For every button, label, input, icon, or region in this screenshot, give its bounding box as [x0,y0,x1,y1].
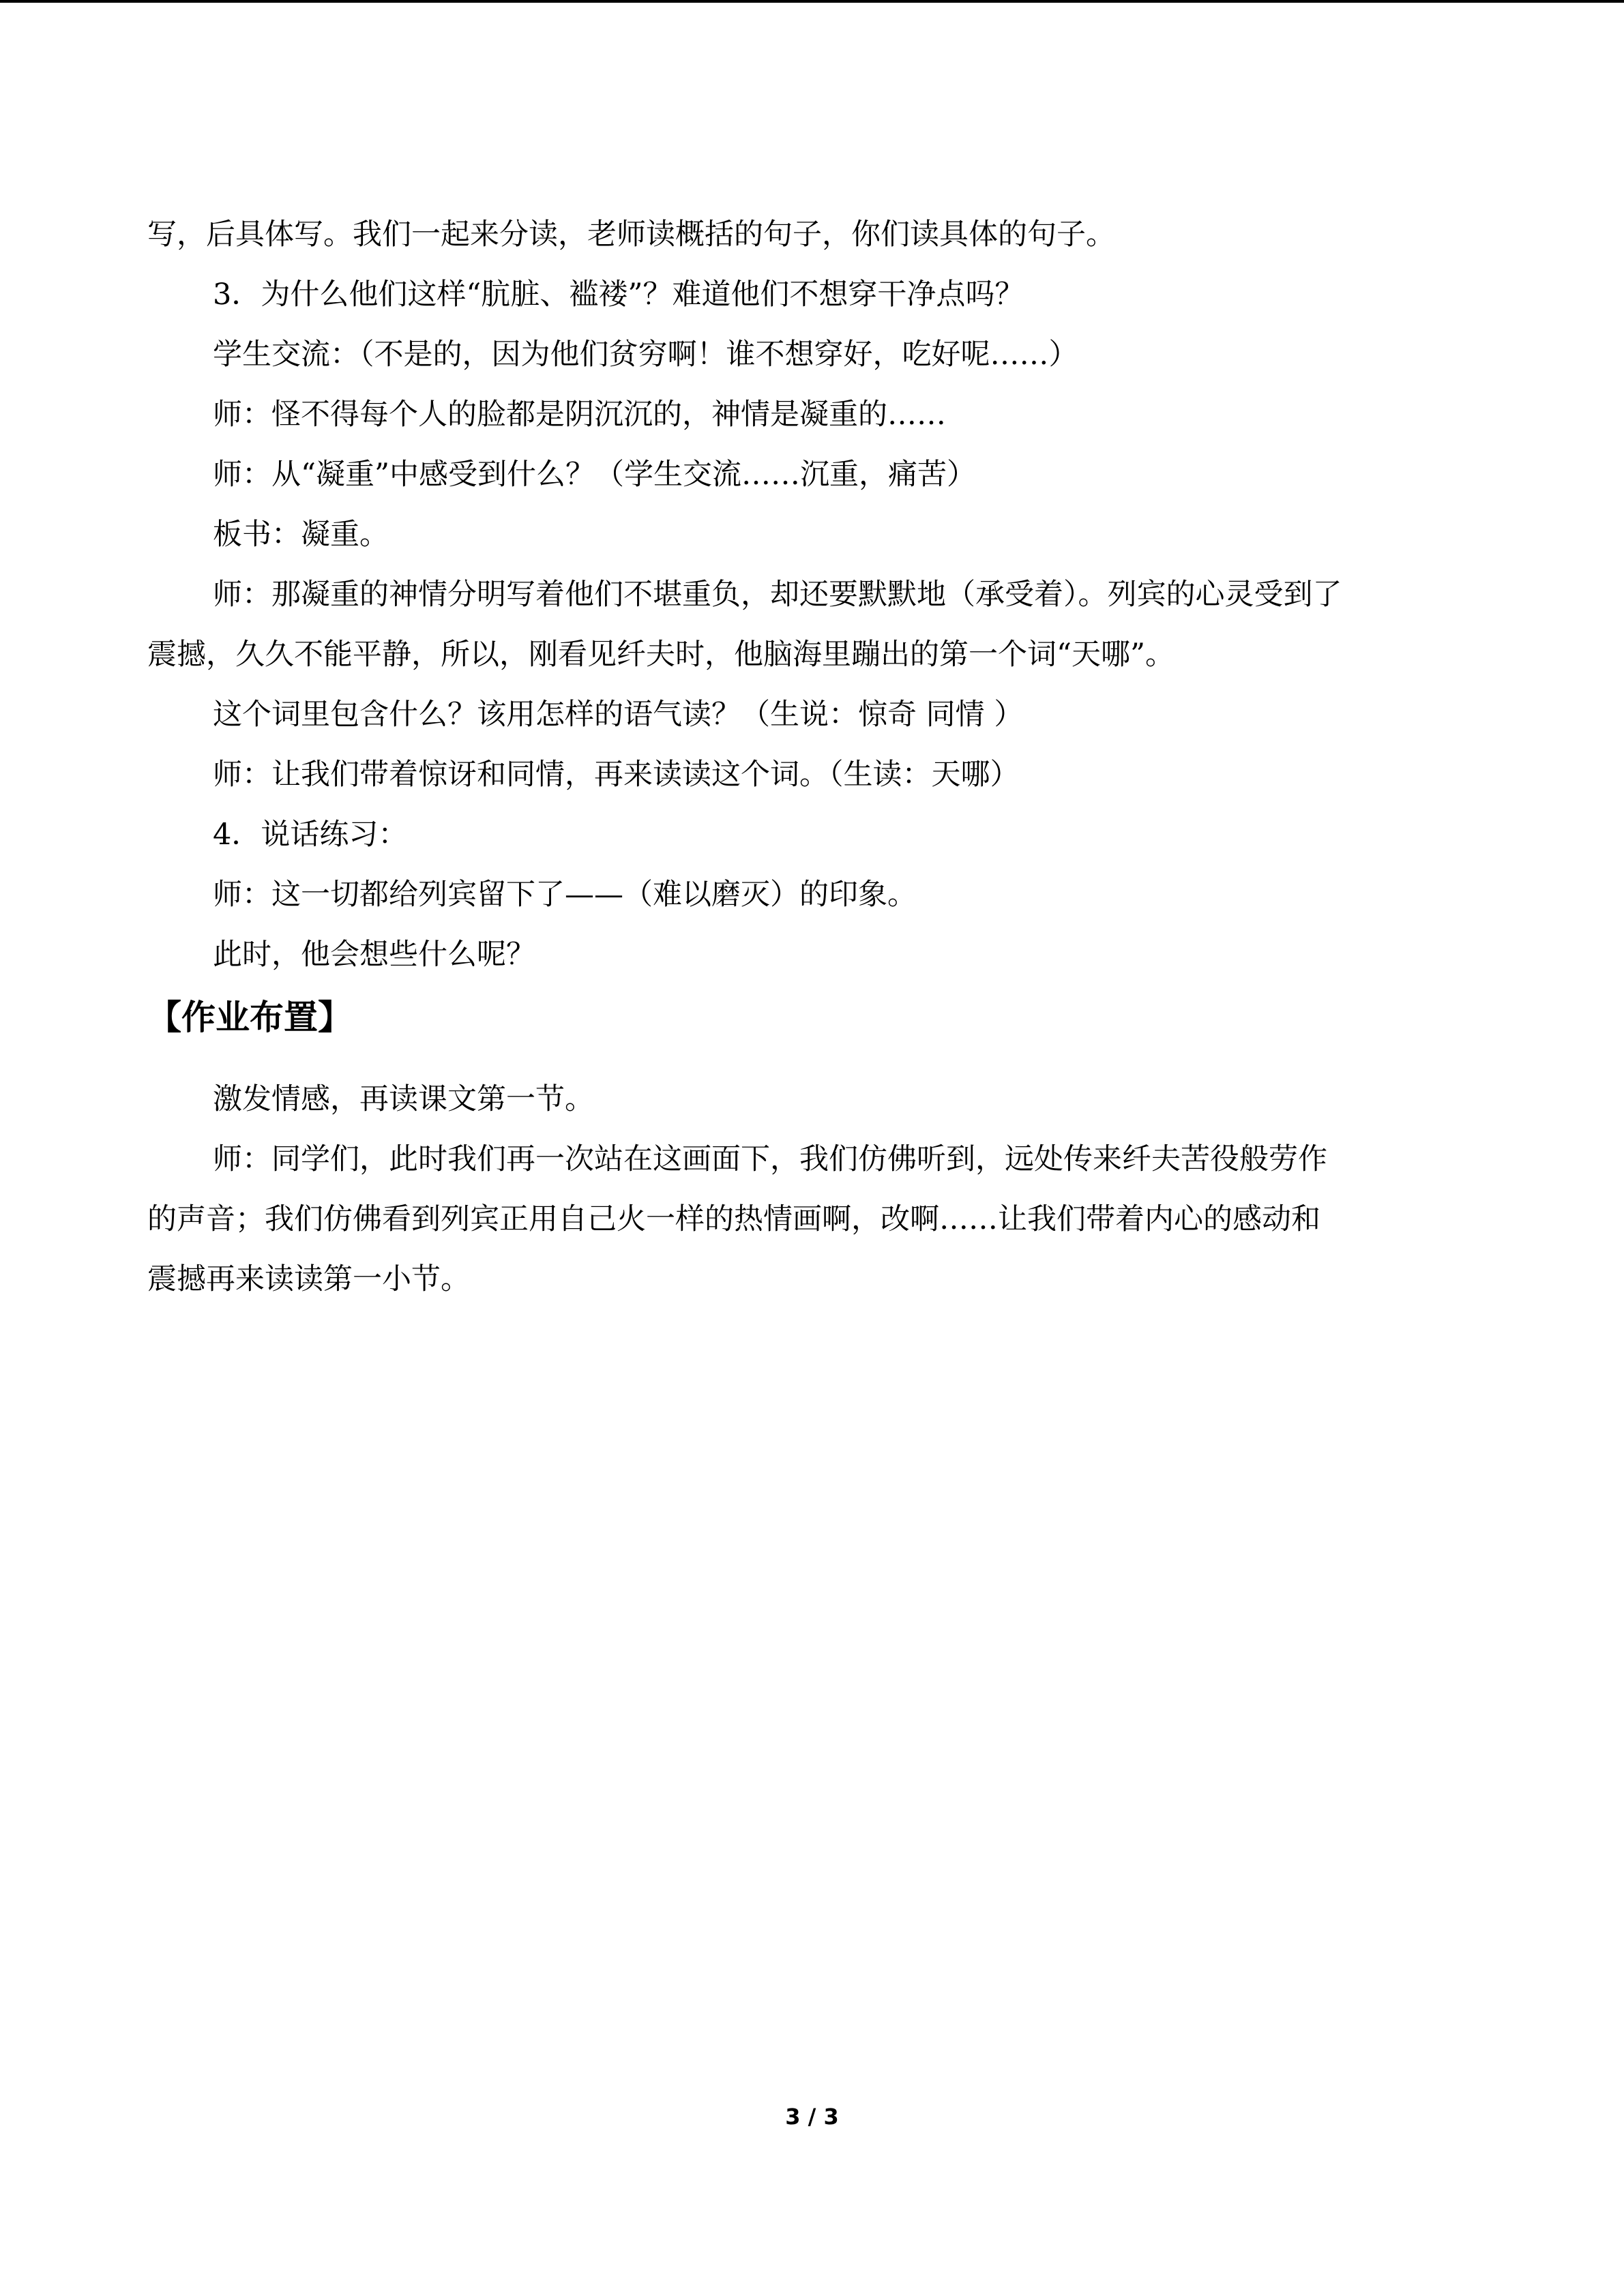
paragraph-line: 写，后具体写。我们一起来分读，老师读概括的句子，你们读具体的句子。 [147,218,1115,252]
paragraph-line: 震撼再来读读第一小节。 [147,1262,470,1296]
paragraph-line: 师：从“凝重”中感受到什么？（学生交流……沉重，痛苦） [213,458,976,492]
paragraph-line: 4．说话练习： [213,818,408,852]
paragraph-line: 师：让我们带着惊讶和同情，再来读读这个词。（生读：天哪） [213,758,1020,792]
paragraph-line: 此时，他会想些什么呢？ [213,938,535,972]
paragraph-line: 师：这一切都给列宾留下了——（难以磨灭）的印象。 [213,878,917,912]
paragraph-line: 震撼，久久不能平静，所以，刚看见纤夫时，他脑海里蹦出的第一个词“天哪”。 [147,638,1175,672]
top-border-rule [0,0,1624,3]
paragraph-line: 师：那凝重的神情分明写着他们不堪重负，却还要默默地（承受着）。列宾的心灵受到了 [213,578,1342,612]
page-number: 3 / 3 [785,2104,839,2130]
paragraph-line: 师：怪不得每个人的脸都是阴沉沉的，神情是凝重的…… [213,398,946,432]
paragraph-line: 学生交流：（不是的，因为他们贫穷啊！谁不想穿好，吃好呢……） [213,338,1078,372]
section-heading-homework: 【作业布置】 [147,998,352,1037]
paragraph-line: 激发情感，再读课文第一节。 [213,1082,594,1116]
paragraph-line: 这个词里包含什么？该用怎样的语气读？（生说：惊奇 同情 ） [213,698,1024,732]
paragraph-line: 3．为什么他们这样“肮脏、褴褛”？难道他们不想穿干净点吗？ [213,278,1024,312]
paragraph-line: 的声音；我们仿佛看到列宾正用自己火一样的热情画啊，改啊……让我们带着内心的感动和 [147,1202,1320,1236]
document-body [147,205,1477,1309]
paragraph-line: 板书：凝重。 [213,518,389,552]
paragraph-line: 师：同学们，此时我们再一次站在这画面下，我们仿佛听到，远处传来纤夫苦役般劳作 [213,1142,1327,1176]
